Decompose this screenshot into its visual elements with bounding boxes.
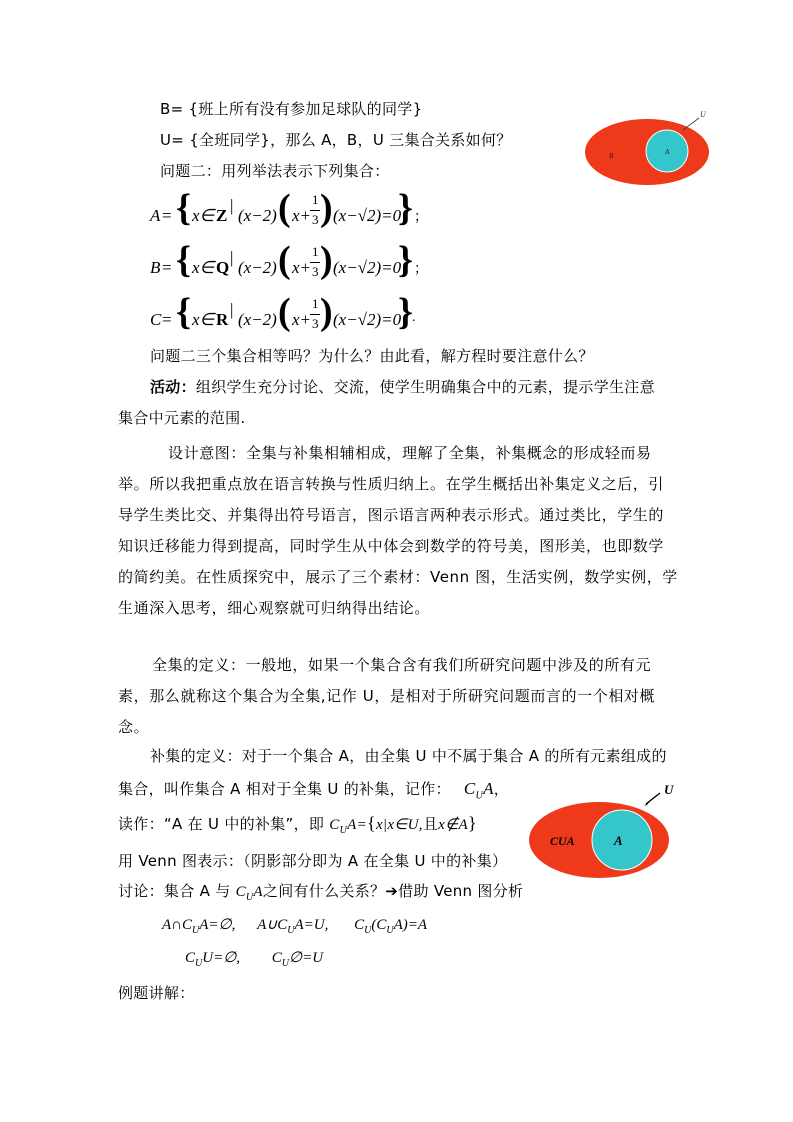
brace-open: { [176,187,191,229]
complement-definition-line1: 补集的定义：对于一个集合 A，由全集 U 中不属于集合 A 的所有元素组成的 [150,747,667,765]
formula-double-complement: $C_U(C_UA)=A$ [354,917,428,936]
universal-set-definition: 全集的定义：一般地，如果一个集合含有我们所研究问题中涉及的所有元素，那么就称这个集合为全集,记作 U，是相对于所研究问题而言的一个相对概念。 [118,656,656,736]
venn2-complement-label: CUA [550,834,575,848]
complement-notation: $C_UA$ [463,779,494,802]
venn2-u-label: U [664,782,674,797]
set-c-domain: R [216,310,229,329]
formula-row-1 [162,915,427,936]
discussion-tail: 之间有什么关系？➔借助 Venn 图分析 [262,882,524,900]
set-c-end: . [412,310,416,325]
activity-label: 活动： [150,378,196,396]
venn1-a-label: A [665,148,670,156]
discussion-complement: $C_UA$ [235,884,263,903]
set-b-domain: Q [216,258,230,277]
question-two-title: 问题二：用列举法表示下列集合： [160,162,390,180]
venn-diagram-2 [528,780,688,880]
formula-row-2 [185,948,323,969]
set-c-name: C [150,310,162,329]
venn2-u-pointer [646,793,660,804]
b-set-line: B= {班上所有没有参加足球队的同学} [160,100,423,118]
read-as-line [118,813,477,836]
set-c-equation: C = { x∈ R | (x−2) ( x+ 1 3 ) (x−√2)=0 } . [150,291,416,333]
set-a-equation: A = { x∈ Z | (x−2) ( x+ 1 3 ) (x−√2)=0 } ； [150,187,428,229]
activity-text-continued: 集合中元素的范围. [118,409,246,427]
discussion-line [118,880,523,903]
set-b-equation: B = { x∈ Q | (x−2) ( x+ 1 3 ) (x−√2)=0 } ； [150,239,428,281]
set-b-name: B [150,258,161,277]
set-a-name: A [150,206,161,225]
formula-union: $A\cup C_UA=U$, [257,917,329,936]
set-a-domain: Z [216,206,228,225]
u-set-line: U= {全班同学}，那么 A，B，U 三集合关系如何？ [160,131,512,149]
formula-intersection: $A\cap C_UA=\emptyset$, [162,917,236,936]
venn1-u-pointer [683,118,699,130]
venn-representation-line: 用 Venn 图表示：（阴影部分即为 A 在全集 U 中的补集） [118,852,508,870]
venn1-b-label: B [609,152,614,160]
venn1-u-label: U [700,110,706,119]
set-a-end: ； [414,210,428,225]
complement-set-builder: $C_UA=\{x|x\in U$,且x∉A} [329,813,477,836]
formula-complement-empty: $C_U\emptyset=U$ [271,950,324,969]
question-two-followup: 问题二三个集合相等吗？为什么？由此看，解方程时要注意什么？ [150,347,594,365]
complement-definition-text: 集合，叫作集合 A 相对于全集 U 的补集，记作： [118,780,451,798]
venn-diagram-1 [583,106,718,188]
discussion-text: 讨论：集合 A 与 [118,882,231,900]
activity-line [150,376,655,397]
activity-text: 组织学生充分讨论、交流，使学生明确集合中的元素，提示学生注意 [195,378,655,396]
read-as-text: 读作：“A 在 U 中的补集”，即 [118,815,325,833]
formula-complement-universal: $C_UU=\emptyset$, [185,950,241,969]
venn2-a-label: A [614,833,623,848]
example-heading: 例题讲解： [118,984,195,1002]
set-b-end: ； [414,262,428,277]
design-intent-paragraph: 设计意图：全集与补集相辅相成，理解了全集，补集概念的形成轻而易举。所以我把重点放在语言转换与性质归纳上。在学生概括出补集定义之后，引导学生类比交、并集得出符号语言，图示语言两种表示形式。通过类比，学生的知识迁移能力得到提高，同时学生从中体会到数学的符号美，图形美，也即数学的简约美。在性质探究中，展示了三个素材：Venn 图，生活实例，数学实例，学生通深入思考，细心观察就可归纳得出结论。 [118,444,678,617]
complement-definition-line2: 集合，叫作集合 A 相对于全集 U 的补集，记作： $C_UA$， [118,779,510,802]
